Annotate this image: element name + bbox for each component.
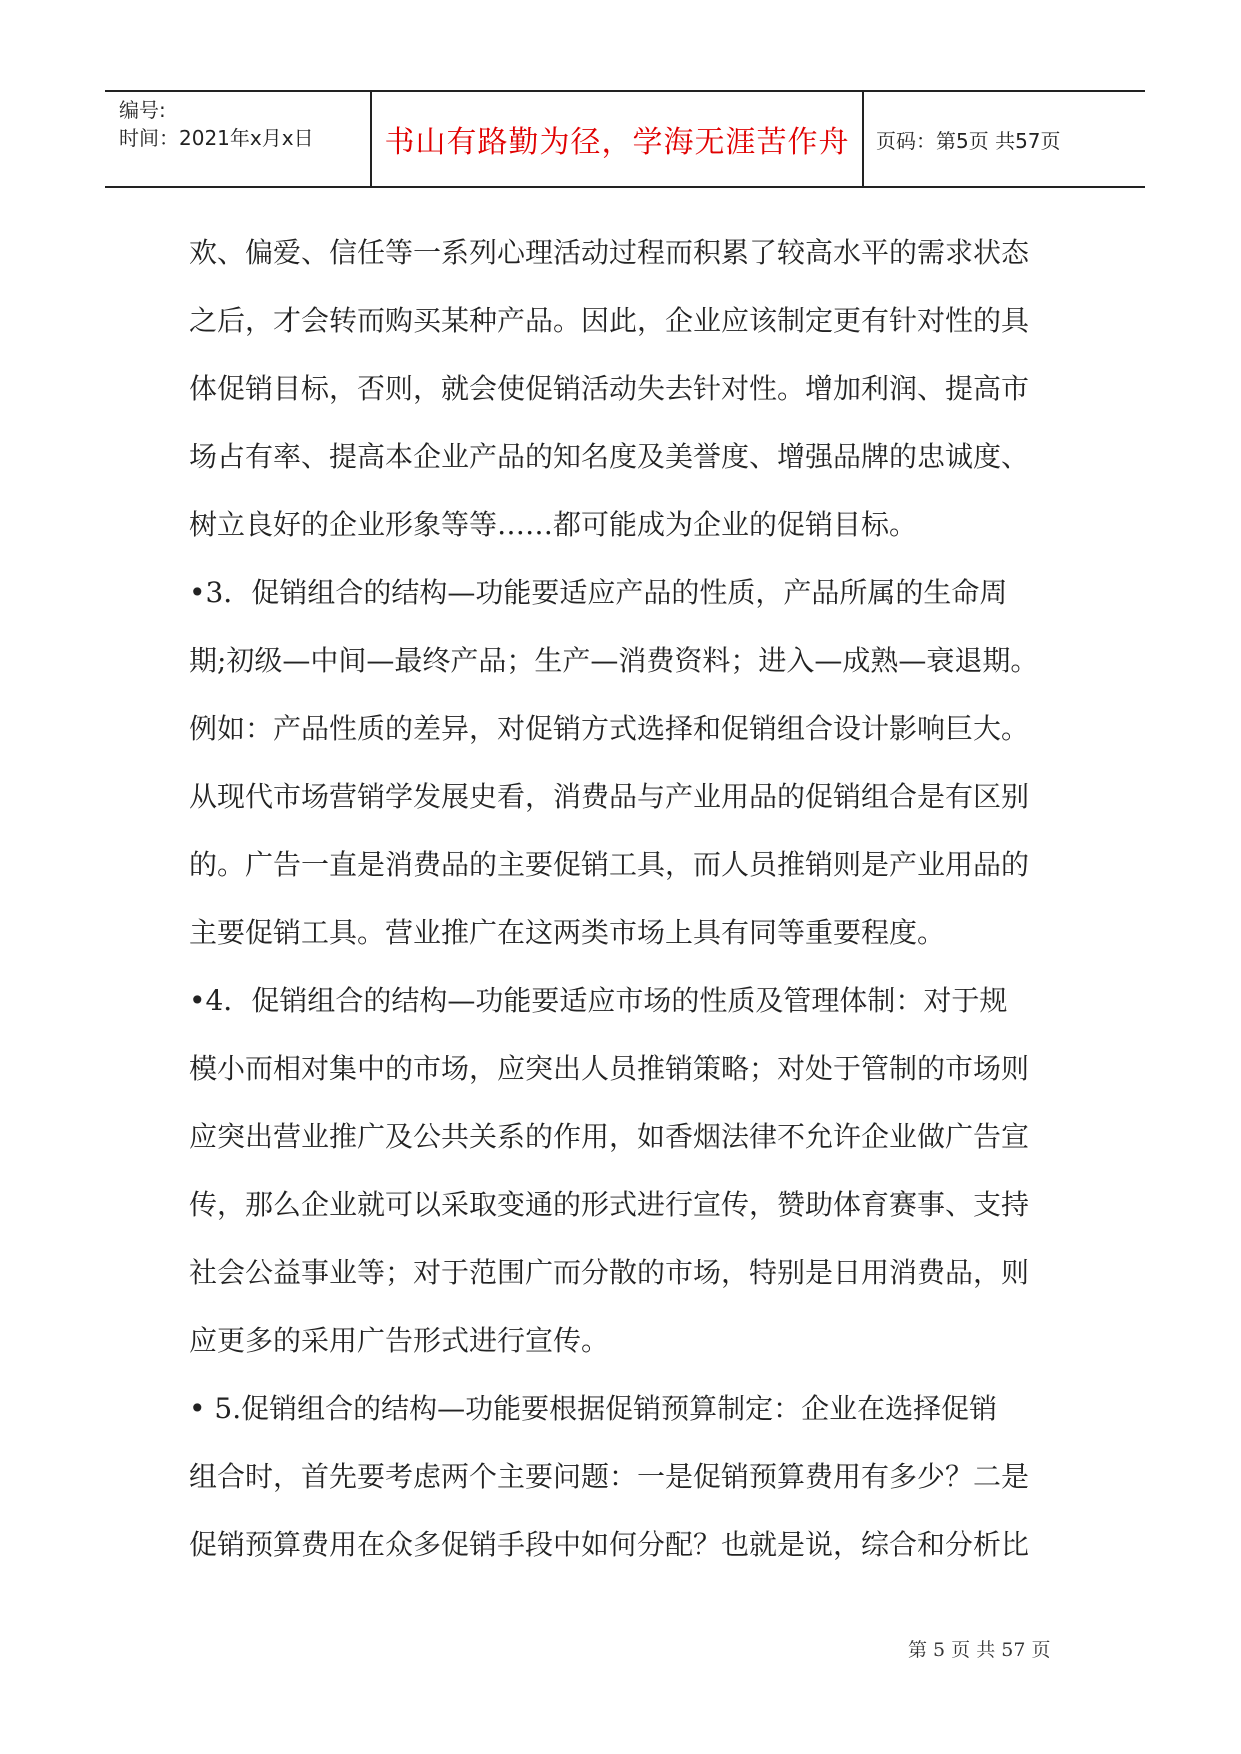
- body-line: 模小而相对集中的市场，应突出人员推销策略；对处于管制的市场则: [189, 1052, 1030, 1085]
- body-line: 传，那么企业就可以采取变通的形式进行宣传，赞助体育赛事、支持: [189, 1188, 1030, 1221]
- body-line: 应更多的采用广告形式进行宣传。: [189, 1324, 610, 1357]
- body-line: 树立良好的企业形象等等……都可能成为企业的促销目标。: [189, 508, 918, 541]
- body-line: 例如：产品性质的差异，对促销方式选择和促销组合设计影响巨大。: [189, 712, 1030, 745]
- body-line: 从现代市场营销学发展史看，消费品与产业用品的促销组合是有区别: [189, 780, 1030, 813]
- body-line: 场占有率、提高本企业产品的知名度及美誉度、增强品牌的忠诚度、: [189, 440, 1030, 473]
- number-label: 编号:: [119, 98, 166, 122]
- body-line: 欢、偏爱、信任等一系列心理活动过程而积累了较高水平的需求状态: [189, 236, 1030, 269]
- body-line: 的。广告一直是消费品的主要促销工具，而人员推销则是产业用品的: [189, 848, 1030, 881]
- body-line: 之后，才会转而购买某种产品。因此，企业应该制定更有针对性的具: [189, 304, 1030, 337]
- body-line: 主要促销工具。营业推广在这两类市场上具有同等重要程度。: [189, 916, 946, 949]
- body-line: •3．促销组合的结构—功能要适应产品的性质，产品所属的生命周: [189, 576, 1008, 609]
- body-line: 组合时，首先要考虑两个主要问题：一是促销预算费用有多少？二是: [189, 1460, 1030, 1493]
- body-line: 促销预算费用在众多促销手段中如何分配？也就是说，综合和分析比: [189, 1528, 1030, 1561]
- header-info-cell: [105, 92, 370, 186]
- header-page-cell: [864, 92, 1145, 186]
- body-line: •4．促销组合的结构—功能要适应市场的性质及管理体制：对于规: [189, 984, 1008, 1017]
- body-line: • 5.促销组合的结构—功能要根据促销预算制定：企业在选择促销: [189, 1392, 998, 1425]
- body-line: 体促销目标，否则，就会使促销活动失去针对性。增加利润、提高市: [189, 372, 1030, 405]
- time-label: 时间：2021年x月x日: [119, 126, 314, 150]
- motto-text: 书山有路勤为径，学海无涯苦作舟: [384, 125, 850, 160]
- body-line: 期;初级—中间—最终产品；生产—消费资料；进入—成熟—衰退期。: [189, 644, 1039, 677]
- page-number-label: 页码：第5页 共57页: [876, 128, 1061, 153]
- header-motto-cell: [372, 92, 862, 186]
- body-line: 社会公益事业等；对于范围广而分散的市场，特别是日用消费品，则: [189, 1256, 1030, 1289]
- document-body: [189, 219, 1069, 1579]
- page-footer: 第 5 页 共 57 页: [908, 1639, 1051, 1661]
- page-header: [105, 90, 1145, 188]
- body-line: 应突出营业推广及公共关系的作用，如香烟法律不允许企业做广告宣: [189, 1120, 1030, 1153]
